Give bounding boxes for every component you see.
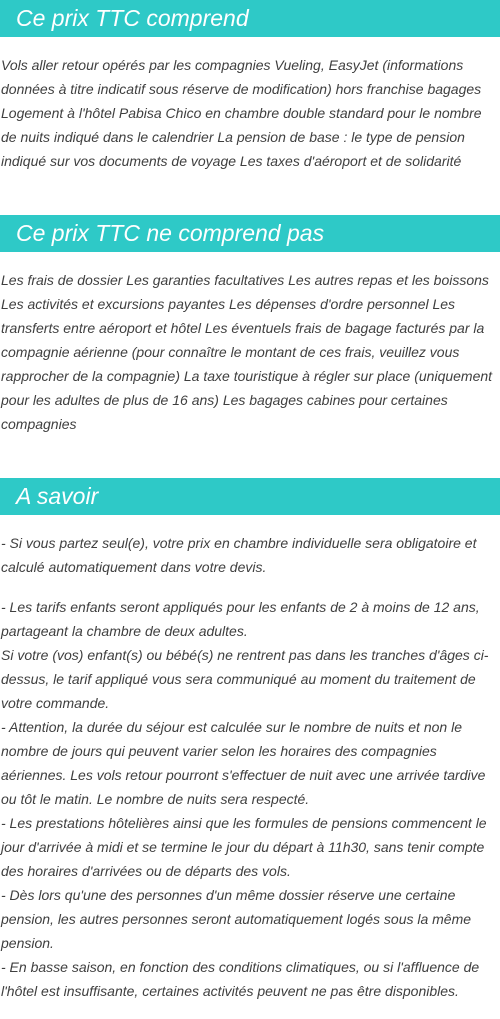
excluded-text: Les frais de dossier Les garanties facultatives Les autres repas et les boissons Les activités et excursions payantes Les dépenses d'ordre personnel Les transferts entre aéroport et hôtel Les éventuels frais de bagage facturés par la compagnie aérienne (pour connaître le montant de ces frais, veuillez vous rapprocher de la compagnie) La taxe touristique à régler sur place (uniquement pour les adultes de plus de 16 ans) Les bagages cabines pour certaines compagnies <box>1 272 493 432</box>
info-point: - Dès lors qu'une des personnes d'un même dossier réserve une certaine pension, les autres personnes seront automatiquement logés sous la même pension. <box>1 887 472 951</box>
info-point: Si votre (vos) enfant(s) ou bébé(s) ne rentrent pas dans les tranches d'âges ci-dessus, le tarif appliqué vous sera communiqué au moment du traitement de votre commande. <box>1 647 489 711</box>
section-info <box>0 478 500 1003</box>
info-point: - Attention, la durée du séjour est calculée sur le nombre de nuits et non le nombre de jours qui peuvent varier selon les horaires des compagnies aériennes. Les vols retour pourront s'effectuer de nuit avec une arrivée tardive ou tôt le matin. Le nombre de nuits sera respecté. <box>1 719 486 807</box>
info-intro: - Si vous partez seul(e), votre prix en chambre individuelle sera obligatoire et calculé automatiquement dans votre devis. <box>1 535 477 575</box>
paragraph-gap <box>1 579 500 595</box>
info-point: - En basse saison, en fonction des conditions climatiques, ou si l'affluence de l'hôtel est insuffisante, certaines activités peuvent ne pas être disponibles. <box>1 959 480 999</box>
section-title-info: A savoir <box>0 478 500 515</box>
section-text-info <box>0 515 500 1003</box>
section-included <box>0 0 500 173</box>
section-title-included: Ce prix TTC comprend <box>0 0 500 37</box>
section-text-excluded <box>0 252 500 436</box>
section-excluded <box>0 215 500 436</box>
section-title-excluded: Ce prix TTC ne comprend pas <box>0 215 500 252</box>
included-text: Vols aller retour opérés par les compagnies Vueling, EasyJet (informations données à titre indicatif sous réserve de modification) hors franchise bagages Logement à l'hôtel Pabisa Chico en chambre double standard pour le nombre de nuits indiqué dans le calendrier La pension de base : le type de pension indiqué sur vos documents de voyage Les taxes d'aéroport et de solidarité <box>1 57 482 169</box>
section-text-included <box>0 37 500 173</box>
info-point: - Les prestations hôtelières ainsi que les formules de pensions commencent le jour d'arrivée à midi et se termine le jour du départ à 11h30, sans tenir compte des horaires d'arrivées ou de départs des vols. <box>1 815 487 879</box>
info-point: - Les tarifs enfants seront appliqués pour les enfants de 2 à moins de 12 ans, partageant la chambre de deux adultes. <box>1 599 480 639</box>
